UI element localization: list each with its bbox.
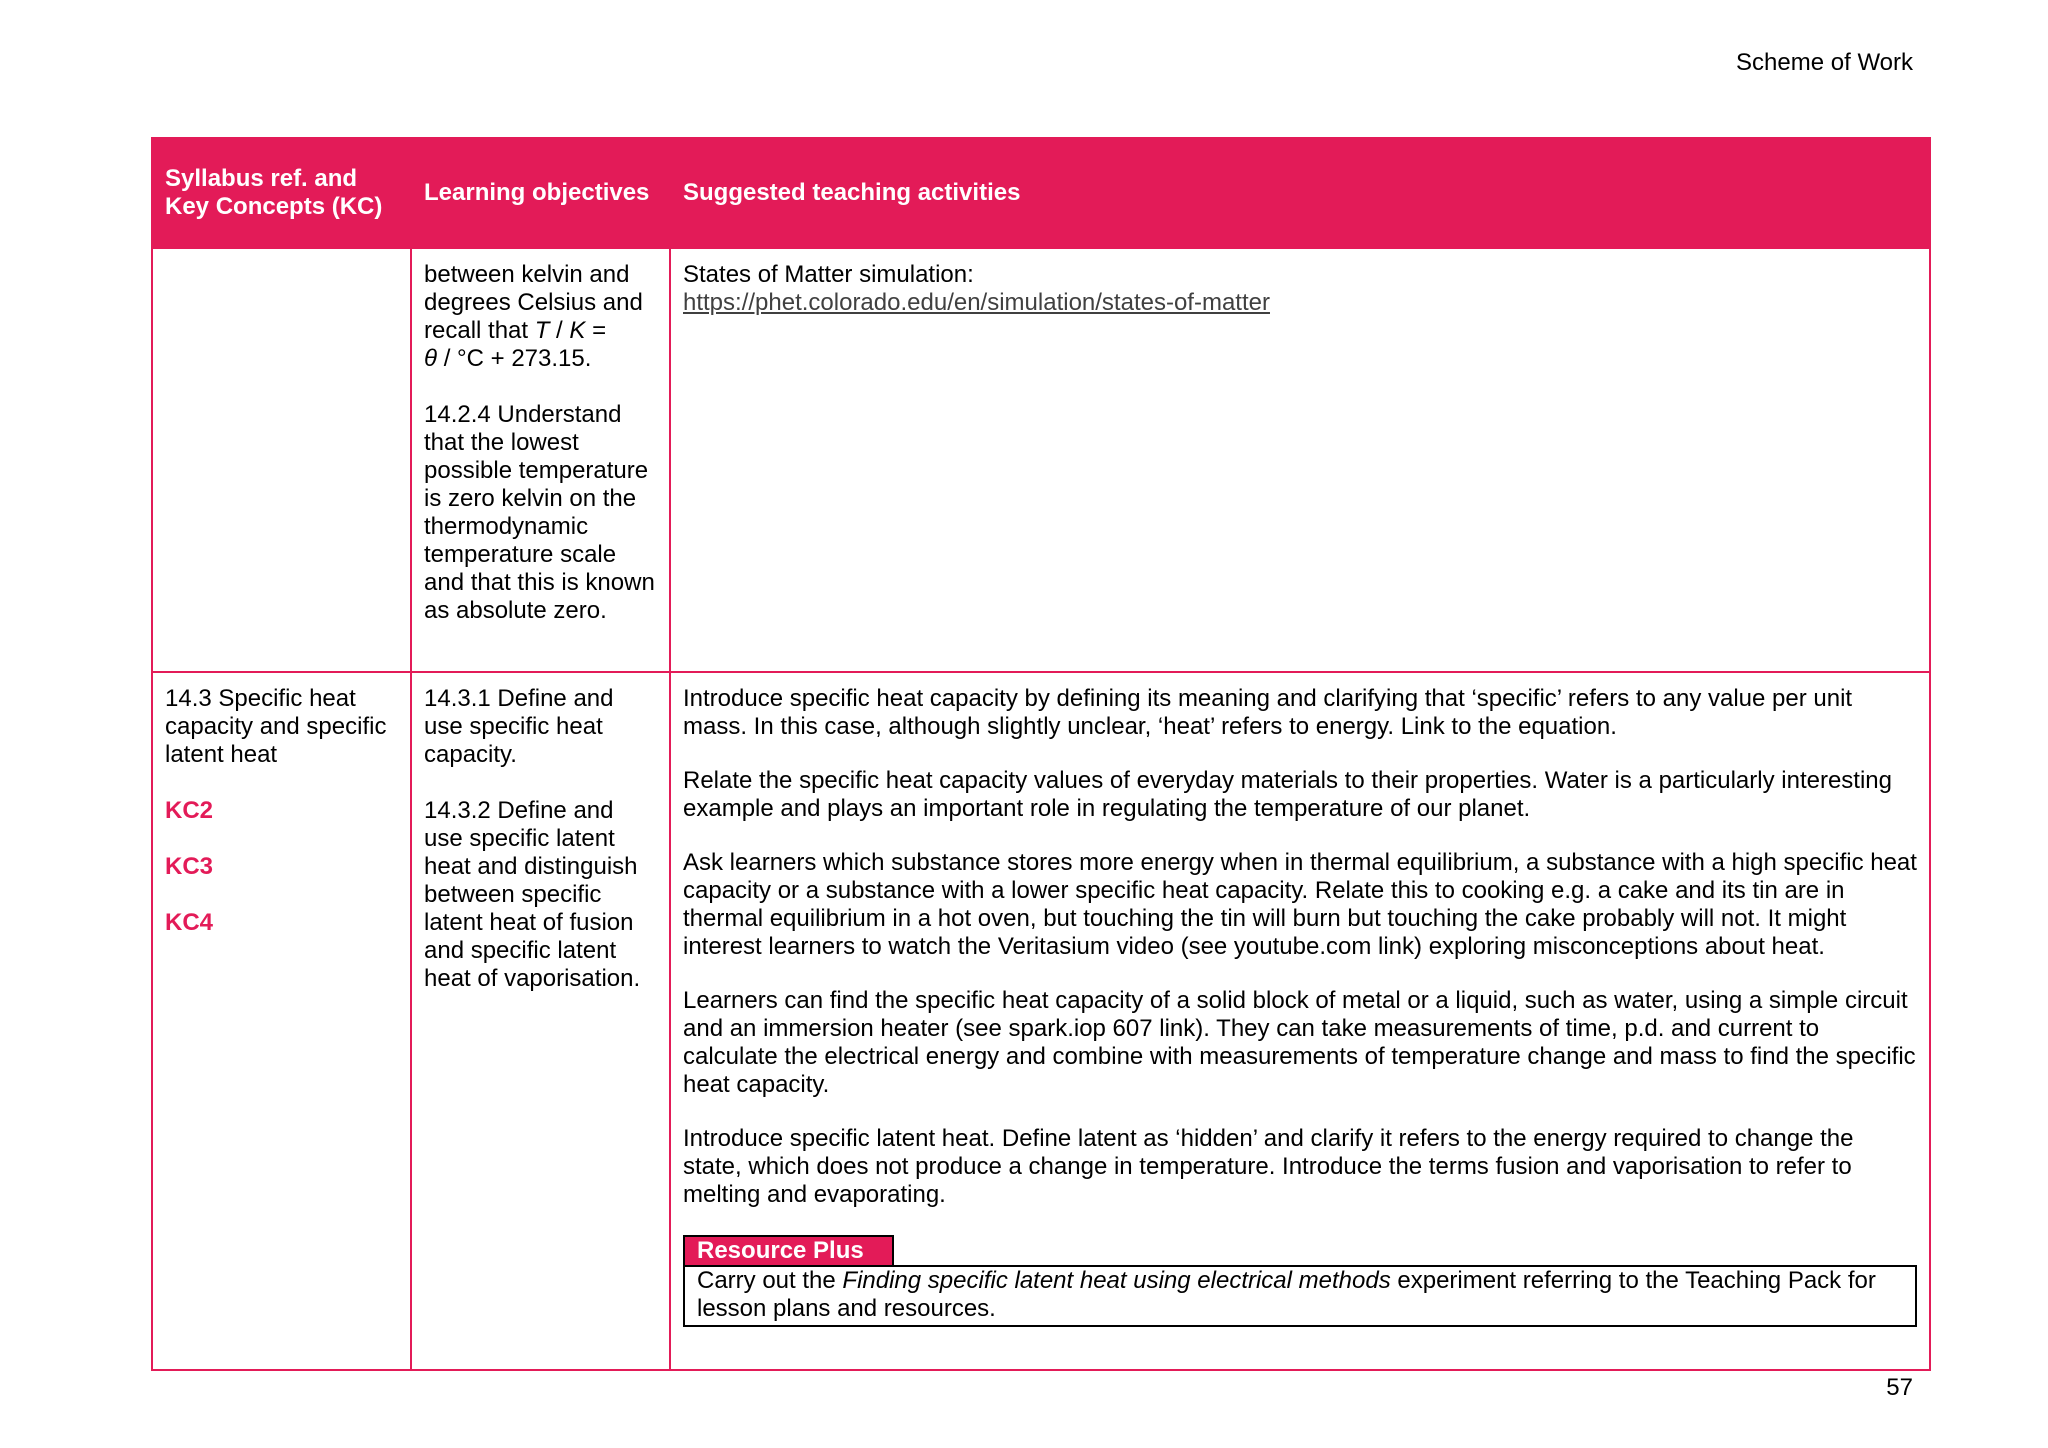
learning-objective: 14.2.4 Understand that the lowest possible temperature is zero kelvin on the thermodynamic temperature scale and that this is known as absolute zero. bbox=[424, 401, 655, 624]
objective-text: = bbox=[585, 317, 607, 344]
resource-plus-experiment-title: Finding specific latent heat using electrical methods bbox=[842, 1267, 1391, 1294]
activity-paragraph: Learners can find the specific heat capacity of a solid block of metal or a liquid, such as water, using a simple circuit and an immersion heater (see spark.iop 607 link). They can take measurements of time, p.d. and current to calculate the electrical energy and combine with measurements of temperature change and mass to find the specific heat capacity. bbox=[683, 987, 1916, 1098]
symbol-T: T bbox=[534, 317, 550, 344]
objective-text: between kelvin and degrees Celsius and recall that bbox=[424, 261, 643, 344]
symbol-K: K bbox=[569, 317, 586, 344]
learning-objective: 14.3.1 Define and use specific heat capacity. bbox=[424, 685, 614, 768]
page-header-title: Scheme of Work bbox=[1736, 49, 1913, 76]
page-number: 57 bbox=[1886, 1374, 1913, 1401]
resource-plus-block bbox=[683, 1231, 1917, 1327]
activity-paragraph: Relate the specific heat capacity values of everyday materials to their properties. Water is a particularly interesting example and plays an important role in regulating the temperature of our planet. bbox=[683, 767, 1892, 822]
resource-plus-box bbox=[683, 1265, 1917, 1327]
activity-paragraph: Introduce specific heat capacity by defining its meaning and clarifying that ‘specific’ refers to any value per unit mass. In this case, although slightly unclear, ‘heat’ refers to energy. Link to the equation. bbox=[683, 685, 1853, 740]
key-concept-kc3: KC3 bbox=[165, 853, 214, 880]
activity-paragraph: Ask learners which substance stores more energy when in thermal equilibrium, a substance with a high specific heat capacity or a substance with a lower specific heat capacity. Relate this to cooking e.g. a cake and its tin are in thermal equilibrium in a hot oven, but touching the tin will burn but touching the cake probably will not. It might interest learners to watch the Veritasium video (see youtube.com link) exploring misconceptions about heat. bbox=[683, 849, 1917, 960]
key-concept-kc4: KC4 bbox=[165, 909, 214, 936]
activity-paragraph: Introduce specific latent heat. Define latent as ‘hidden’ and clarify it refers to the energy required to change the state, which does not produce a change in temperature. Introduce the terms fusion and vaporisation to refer to melting and evaporating. bbox=[683, 1125, 1854, 1208]
states-of-matter-link[interactable]: https://phet.colorado.edu/en/simulation/states-of-matter bbox=[683, 289, 1270, 316]
objective-text: / bbox=[549, 317, 570, 344]
table-row bbox=[152, 672, 1930, 1370]
learning-objectives-cell bbox=[411, 248, 670, 672]
header-learning-objectives: Learning objectives bbox=[411, 138, 670, 248]
resource-plus-text: experiment referring to the Teaching Pack for lesson plans and resources. bbox=[697, 1267, 1876, 1322]
objective-text: / °C + 273.15. bbox=[437, 345, 592, 372]
header-teaching-activities: Suggested teaching activities bbox=[670, 138, 1930, 248]
learning-objective bbox=[424, 261, 657, 373]
learning-objectives-cell bbox=[411, 672, 670, 1370]
symbol-theta: θ bbox=[424, 345, 438, 372]
resource-plus-text: Carry out the bbox=[697, 1267, 843, 1294]
learning-objective: 14.3.2 Define and use specific latent heat and distinguish between specific latent heat of fusion and specific latent heat of vaporisation. bbox=[424, 797, 641, 992]
key-concept-kc2: KC2 bbox=[165, 797, 214, 824]
syllabus-ref-cell bbox=[152, 672, 411, 1370]
resource-plus-label: Resource Plus bbox=[683, 1235, 894, 1265]
table-row bbox=[152, 248, 1930, 672]
header-syllabus-ref-line2: Key Concepts (KC) bbox=[165, 193, 383, 220]
header-syllabus-ref bbox=[152, 138, 411, 248]
teaching-activities-cell bbox=[670, 672, 1930, 1370]
syllabus-ref-cell bbox=[152, 248, 411, 672]
table-header-row bbox=[152, 138, 1930, 248]
header-syllabus-ref-line1: Syllabus ref. and bbox=[165, 165, 358, 192]
teaching-activities-cell bbox=[670, 248, 1930, 672]
scheme-of-work-table bbox=[151, 137, 1931, 1371]
syllabus-ref-text: 14.3 Specific heat capacity and specific latent heat bbox=[165, 685, 387, 768]
activity-text: States of Matter simulation: bbox=[683, 261, 974, 288]
